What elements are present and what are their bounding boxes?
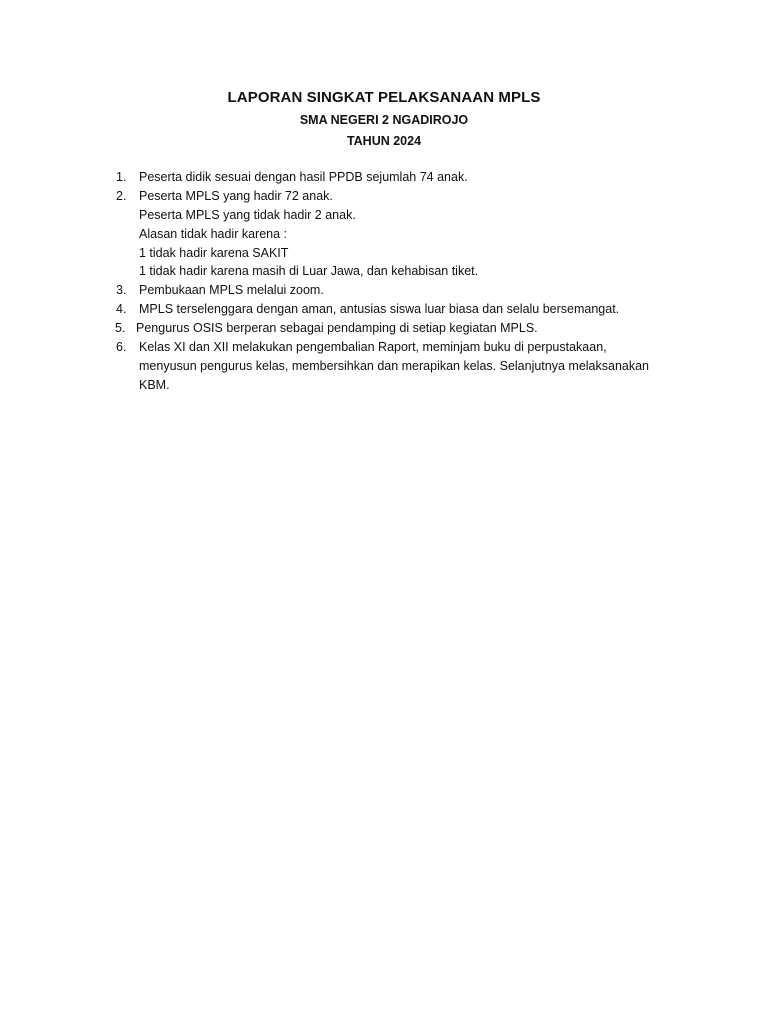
list-item	[0, 338, 768, 357]
list-item-text: menyusun pengurus kelas, membersihkan dan merapikan kelas. Selanjutnya melaksanakan	[139, 358, 650, 373]
list-item-continuation	[0, 357, 768, 376]
list-item-continuation	[0, 225, 768, 244]
school-name: SMA NEGERI 2 NGADIROJO	[299, 113, 469, 127]
list-item	[0, 187, 768, 206]
report-year: TAHUN 2024	[346, 134, 422, 148]
list-item-continuation	[0, 206, 768, 225]
list-item-text: Peserta MPLS yang tidak hadir 2 anak.	[139, 207, 356, 222]
list-item	[0, 319, 768, 338]
list-item-continuation	[0, 244, 768, 263]
list-item	[0, 168, 768, 187]
list-item-text: 1 tidak hadir karena SAKIT	[139, 245, 289, 260]
list-item-continuation	[0, 262, 768, 281]
list-item-number: 5.	[115, 321, 126, 336]
list-item-text: Pembukaan MPLS melalui zoom.	[139, 283, 324, 298]
list-item-text: Alasan tidak hadir karena :	[139, 226, 288, 241]
list-item-text: MPLS terselenggara dengan aman, antusias siswa luar biasa dan selalu bersemangat.	[139, 302, 620, 317]
list-item-number: 2.	[116, 188, 127, 203]
list-item-continuation	[0, 376, 768, 395]
report-title: LAPORAN SINGKAT PELAKSANAAN MPLS	[227, 89, 541, 106]
list-item-text: KBM.	[139, 377, 170, 392]
list-item	[0, 300, 768, 319]
list-item-number: 6.	[116, 340, 127, 355]
list-item-number: 3.	[116, 283, 127, 298]
list-item-text: Pengurus OSIS berperan sebagai pendamping di setiap kegiatan MPLS.	[136, 321, 538, 336]
list-item-number: 1.	[116, 170, 127, 184]
list-item-text: Peserta MPLS yang hadir 72 anak.	[139, 188, 333, 203]
list-item-number: 4.	[116, 302, 127, 317]
report-list	[0, 168, 768, 395]
list-item	[0, 281, 768, 300]
list-item-text: 1 tidak hadir karena masih di Luar Jawa, dan kehabisan tiket.	[139, 264, 479, 279]
list-item-text: Peserta didik sesuai dengan hasil PPDB sejumlah 74 anak.	[139, 170, 468, 184]
list-item-text: Kelas XI dan XII melakukan pengembalian Raport, meminjam buku di perpustakaan,	[139, 340, 607, 355]
